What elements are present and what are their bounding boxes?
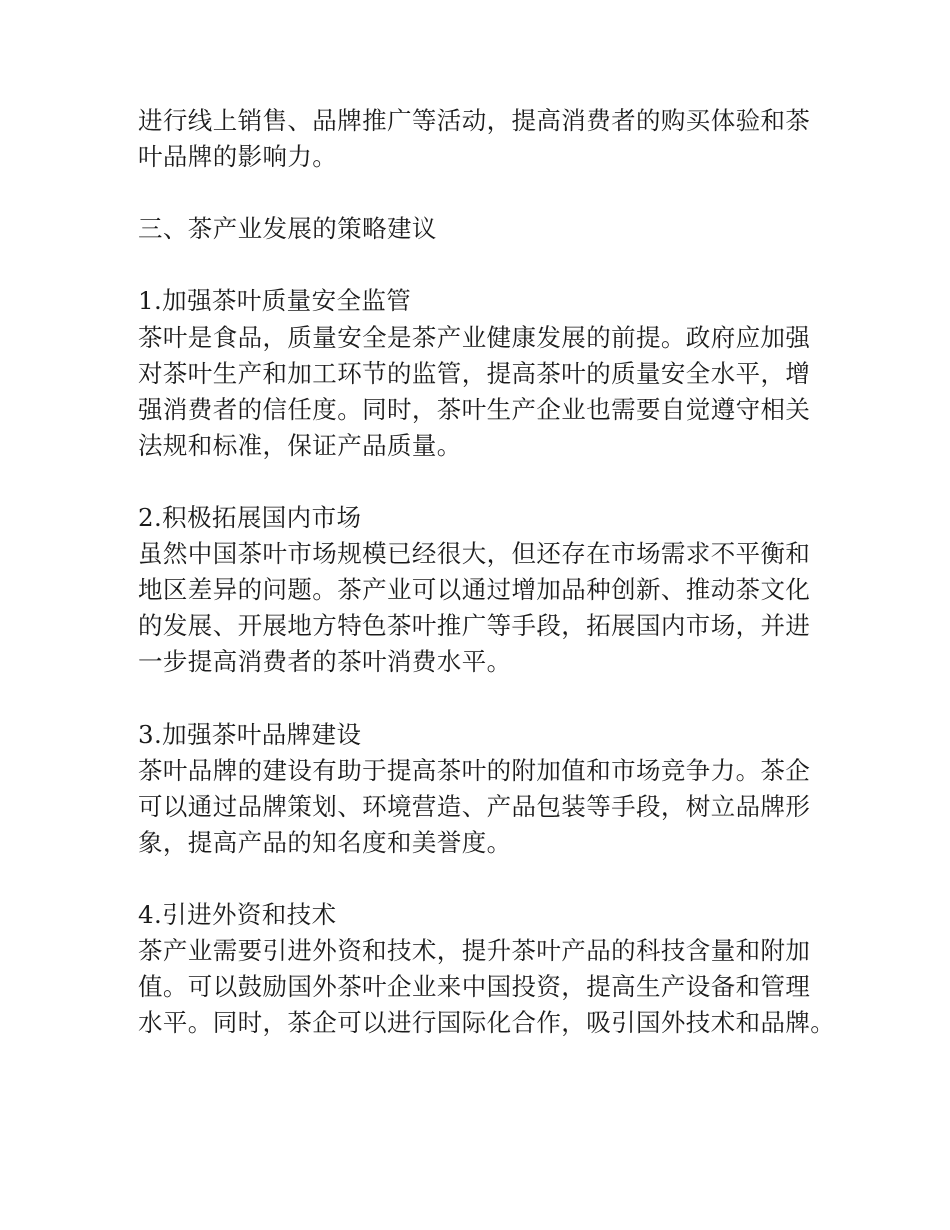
- item-heading: 1.加强茶叶质量安全监管: [138, 286, 412, 316]
- paragraph-spacer: [138, 861, 818, 897]
- text-line: 一步提高消费者的茶叶消费水平。: [138, 647, 512, 677]
- text-line: 茶产业需要引进外资和技术，提升茶叶产品的科技含量和附加: [138, 936, 811, 966]
- item-4: [138, 897, 836, 1041]
- paragraph-spacer: [138, 175, 818, 211]
- paragraph-spacer: [138, 681, 818, 717]
- text-line: 茶叶是食品，质量安全是茶产业健康发展的前提。政府应加强: [138, 322, 811, 352]
- text-line: 可以通过品牌策划、环境营造、产品包装等手段，树立品牌形: [138, 791, 811, 821]
- text-line: 对茶叶生产和加工环节的监管，提高茶叶的质量安全水平，增: [138, 358, 811, 388]
- item-2: [138, 500, 818, 680]
- text-line: 的发展、开展地方特色茶叶推广等手段，拓展国内市场，并进: [138, 611, 811, 641]
- text-line: 地区差异的问题。茶产业可以通过增加品种创新、推动茶文化: [138, 575, 811, 605]
- text-line: 水平。同时，茶企可以进行国际化合作，吸引国外技术和品牌。: [138, 1008, 836, 1038]
- section-heading: 三、茶产业发展的策略建议: [138, 214, 437, 244]
- text-line: 茶叶品牌的建设有助于提高茶叶的附加值和市场竞争力。茶企: [138, 755, 811, 785]
- text-line: 虽然中国茶叶市场规模已经很大，但还存在市场需求不平衡和: [138, 539, 811, 569]
- item-heading: 4.引进外资和技术: [138, 900, 337, 930]
- item-1: [138, 283, 818, 463]
- item-heading: 3.加强茶叶品牌建设: [138, 719, 362, 749]
- item-heading: 2.积极拓展国内市场: [138, 503, 362, 533]
- paragraph-spacer: [138, 464, 818, 500]
- item-3: [138, 717, 818, 861]
- document-body: [138, 103, 836, 1041]
- text-line: 法规和标准，保证产品质量。: [138, 430, 462, 460]
- text-line: 进行线上销售、品牌推广等活动，提高消费者的购买体验和茶: [138, 106, 811, 135]
- text-line: 叶品牌的影响力。: [138, 142, 338, 172]
- text-line: 值。可以鼓励国外茶叶企业来中国投资，提高生产设备和管理: [138, 972, 811, 1002]
- paragraph-spacer: [138, 247, 818, 283]
- intro-paragraph: [138, 103, 818, 175]
- text-line: 象，提高产品的知名度和美誉度。: [138, 827, 512, 857]
- text-line: 强消费者的信任度。同时，茶叶生产企业也需要自觉遵守相关: [138, 394, 811, 424]
